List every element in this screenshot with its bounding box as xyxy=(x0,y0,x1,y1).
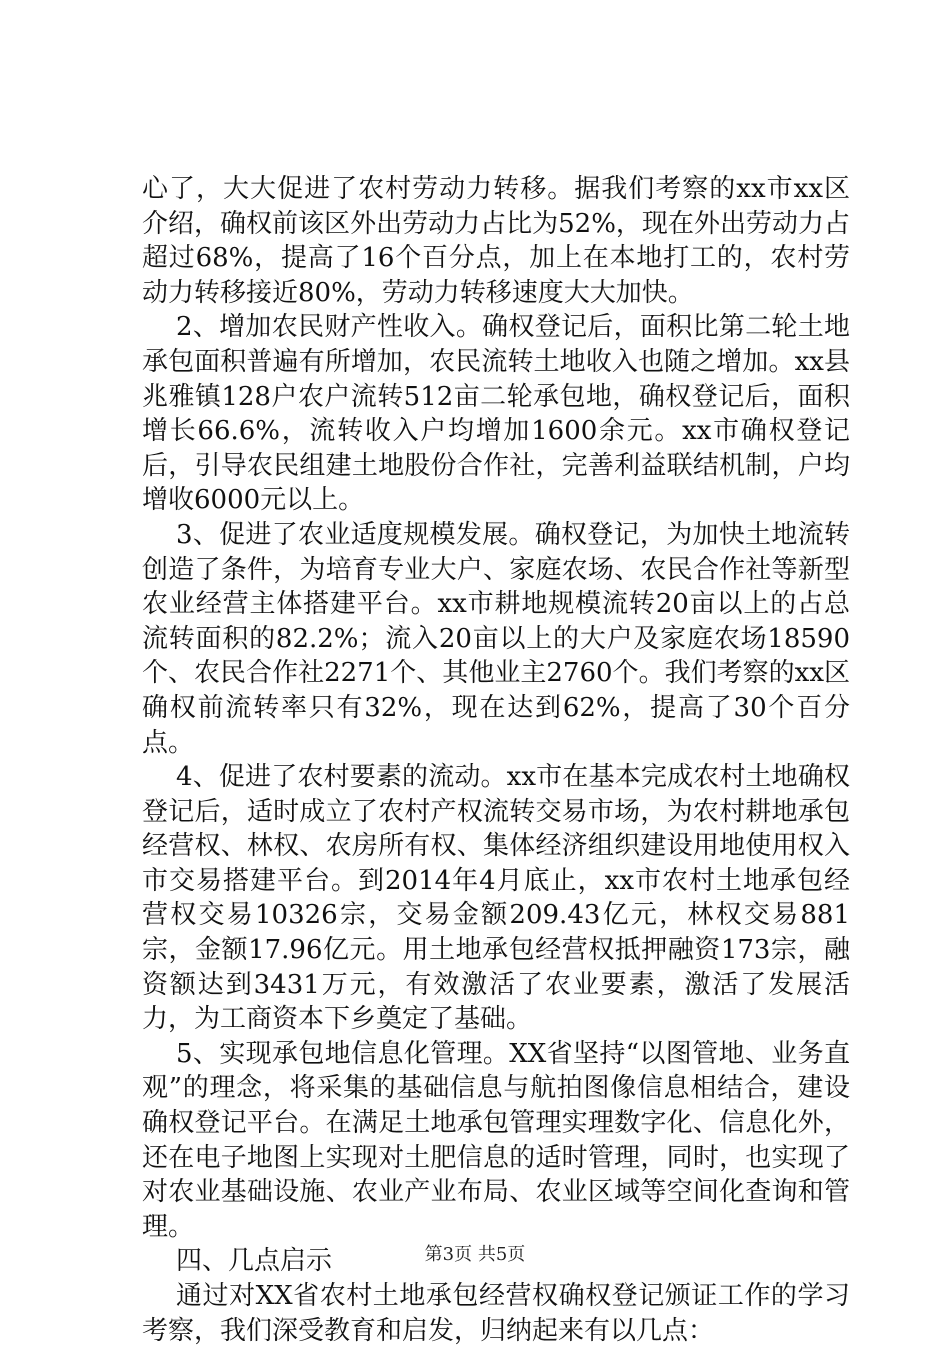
document-body xyxy=(142,172,850,1348)
paragraph-intro: 通过对XX省农村土地承包经营权确权登记颁证工作的学习考察，我们深受教育和启发，归纳起来有以几点： xyxy=(142,1281,850,1346)
paragraph-item-2: 2、增加农民财产性收入。确权登记后，面积比第二轮土地承包面积普遍有所增加，农民流转土地收入也随之增加。xx县兆雅镇128户农户流转512亩二轮承包地，确权登记后，面积增长66.6%，流转收入户均增加1600余元。xx市确权登记后，引导农民组建土地股份合作社，完善利益联结机制，户均增收6000元以上。 xyxy=(142,312,850,516)
page-number-footer: 第3页 共5页 xyxy=(424,1244,526,1265)
section-heading: 四、几点启示 xyxy=(176,1246,333,1277)
paragraph-item-4: 4、促进了农村要素的流动。xx市在基本完成农村土地确权登记后，适时成立了农村产权流转交易市场，为农村耕地承包经营权、林权、农房所有权、集体经济组织建设用地使用权入市交易搭建平台。到2014年4月底止，xx市农村土地承包经营权交易10326宗，交易金额209.43亿元，林权交易881宗，金额17.96亿元。用土地承包经营权抵押融资173宗，融资额达到3431万元，有效激活了农业要素，激活了发展活力，为工商资本下乡奠定了基础。 xyxy=(142,762,850,1035)
paragraph-item-5: 5、实现承包地信息化管理。XX省坚持“以图管地、业务直观”的理念，将采集的基础信息与航拍图像信息相结合，建设确权登记平台。在满足土地承包管理实理数字化、信息化外，还在电子地图上实现对土肥信息的适时管理，同时，也实现了对农业基础设施、农业产业布局、农业区域等空间化查询和管理。 xyxy=(142,1038,850,1242)
paragraph-continuation: 心了，大大促进了农村劳动力转移。据我们考察的xx市xx区介绍，确权前该区外出劳动力占比为52%，现在外出劳动力占超过68%，提高了16个百分点，加上在本地打工的，农村劳动力转移接近80%，劳动力转移速度大大加快。 xyxy=(142,174,850,308)
paragraph-item-3: 3、促进了农业适度规模发展。确权登记，为加快土地流转创造了条件，为培育专业大户、家庭农场、农民合作社等新型农业经营主体搭建平台。xx市耕地规模流转20亩以上的占总流转面积的82.2%；流入20亩以上的大户及家庭农场18590个、农民合作社2271个、其他业主2760个。我们考察的xx区确权前流转率只有32%，现在达到62%，提高了30个百分点。 xyxy=(142,519,850,758)
